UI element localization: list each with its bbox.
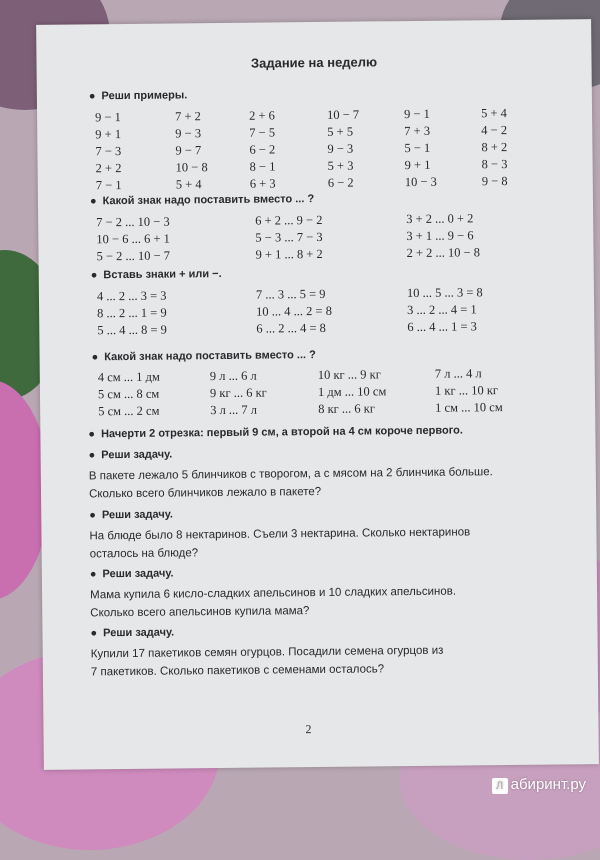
task-heading-text: Реши задачу. [102, 567, 174, 581]
exercise-item: 7 − 2 ... 10 − 3 [96, 214, 170, 230]
task-heading-text: Какой знак надо поставить вместо ... ? [102, 193, 315, 208]
page-number: 2 [305, 722, 312, 737]
problem-line: В пакете лежало 5 блинчиков с творогом, а с мясом на 2 блинчика больше. [88, 466, 493, 483]
exercise-item: 5 − 1 [404, 140, 431, 156]
exercise-item: 6 ... 2 ... 4 = 8 [256, 320, 326, 336]
exercise-item: 8 ... 2 ... 1 = 9 [97, 305, 167, 321]
exercise-item: 7 − 3 [95, 144, 122, 159]
exercise-item: 8 кг ... 6 кг [318, 401, 376, 416]
task-heading-text: Реши примеры. [101, 89, 188, 103]
exercise-item: 4 ... 2 ... 3 = 3 [96, 288, 167, 304]
bullet-icon: ● [89, 195, 97, 208]
problem-line: На блюде было 8 нектаринов. Съели 3 нектарина. Сколько нектаринов [89, 526, 471, 543]
task-heading [90, 627, 174, 640]
word-problem [90, 581, 570, 622]
exercise-item: 2 + 2 ... 10 − 8 [406, 245, 481, 261]
task-heading [89, 89, 187, 102]
bullet-icon: ● [91, 351, 99, 364]
exercise-item: 5 + 4 [480, 106, 507, 121]
exercise-item: 9 − 3 [175, 126, 202, 141]
exercise-item: 6 ... 4 ... 1 = 3 [407, 319, 477, 335]
exercise-item: 8 + 2 [481, 139, 508, 155]
exercise-item: 3 + 2 ... 0 + 2 [406, 211, 474, 227]
exercise-item: 3 л ... 7 л [210, 402, 258, 418]
task-heading [92, 349, 316, 363]
exercise-item: 5 см ... 2 см [98, 403, 160, 419]
exercise-item: 7 + 2 [175, 109, 201, 124]
worksheet-page [36, 19, 599, 770]
task-heading-text: Какой знак надо поставить вместо ... ? [104, 349, 316, 364]
word-problem [89, 462, 569, 503]
exercise-item: 9 + 1 ... 8 + 2 [255, 246, 323, 262]
task-heading [88, 424, 463, 440]
exercise-item: 8 − 3 [481, 156, 508, 172]
word-problem [89, 522, 569, 563]
task-heading [90, 568, 174, 581]
exercise-item: 9 + 1 [404, 157, 431, 173]
exercise-item: 10 − 7 [326, 107, 360, 122]
exercise-item: 9 − 7 [175, 143, 202, 158]
exercise-item: 9 − 1 [403, 106, 430, 122]
problem-line: осталось на блюде? [89, 547, 199, 561]
task-heading-text: Реши задачу. [103, 626, 175, 640]
labirint-logo-icon: Л [492, 778, 508, 794]
exercise-item: 3 ... 2 ... 4 = 1 [407, 302, 477, 318]
exercise-item: 2 + 2 [95, 161, 122, 176]
bullet-icon: ● [88, 449, 96, 462]
page-title: Задание на неделю [250, 54, 378, 71]
bullet-icon: ● [89, 568, 97, 581]
bullet-icon: ● [90, 627, 98, 640]
exercise-item: 9 − 1 [95, 110, 121, 125]
exercise-item: 5 ... 4 ... 8 = 9 [97, 322, 167, 338]
problem-line: 7 пакетиков. Сколько пакетиков с семенами осталось? [90, 663, 385, 679]
exercise-item: 5 см ... 8 см [97, 386, 160, 402]
exercise-item: 7 − 1 [95, 178, 122, 193]
exercise-item: 4 см ... 1 дм [97, 369, 160, 385]
exercise-item: 1 дм ... 10 см [317, 384, 387, 399]
task-heading [90, 193, 314, 207]
exercise-item: 6 + 3 [249, 176, 276, 191]
watermark [492, 776, 586, 794]
bullet-icon: ● [88, 428, 96, 441]
exercise-item: 6 − 2 [327, 175, 354, 190]
exercise-item: 10 ... 4 ... 2 = 8 [256, 303, 333, 319]
exercise-item: 3 + 1 ... 9 − 6 [406, 228, 474, 244]
exercise-item: 7 л ... 4 л [434, 366, 482, 381]
exercise-item: 6 + 2 ... 9 − 2 [255, 212, 323, 228]
bullet-icon: ● [89, 509, 96, 522]
bullet-icon: ● [90, 269, 98, 282]
exercise-item: 10 кг ... 9 кг [317, 367, 381, 382]
task-heading-text: Реши задачу. [101, 508, 173, 522]
task-heading-text: Вставь знаки + или −. [103, 267, 222, 282]
task-heading-text: Начерти 2 отрезка: первый 9 см, а второй на 4 см короче первого. [100, 424, 463, 441]
word-problem [91, 640, 571, 681]
problem-line: Купили 17 пакетиков семян огурцов. Посадили семена огурцов из [90, 644, 444, 661]
exercise-item: 10 − 6 ... 6 + 1 [96, 231, 170, 247]
problem-line: Мама купила 6 кисло-сладких апельсинов и 10 сладких апельсинов. [90, 585, 457, 602]
bullet-icon: ● [88, 90, 96, 103]
exercise-item: 7 + 3 [404, 123, 431, 139]
problem-line: Сколько всего блинчиков лежало в пакете? [88, 485, 322, 501]
exercise-item: 9 кг ... 6 кг [209, 385, 267, 401]
exercise-item: 4 − 2 [481, 123, 508, 138]
task-heading [91, 268, 222, 281]
exercise-item: 10 − 3 [404, 174, 437, 190]
exercise-item: 9 − 8 [481, 173, 508, 189]
exercise-item: 10 − 8 [175, 160, 208, 175]
exercise-item: 9 л ... 6 л [209, 368, 257, 384]
exercise-item: 5 − 2 ... 10 − 7 [96, 248, 171, 264]
exercise-item: 5 + 3 [327, 158, 354, 173]
exercise-item: 9 − 3 [327, 141, 354, 156]
exercise-item: 7 ... 3 ... 5 = 9 [255, 286, 326, 302]
watermark-text: абиринт.ру [510, 776, 586, 793]
exercise-item: 1 см ... 10 см [435, 400, 503, 415]
exercise-item: 5 + 5 [327, 124, 354, 139]
exercise-item: 2 + 6 [249, 108, 275, 123]
exercise-item: 10 ... 5 ... 3 = 8 [406, 285, 483, 301]
exercise-item: 6 − 2 [249, 142, 276, 157]
exercise-item: 7 − 5 [249, 125, 276, 140]
problem-line: Сколько всего апельсинов купила мама? [90, 605, 310, 620]
exercise-item: 8 − 1 [249, 159, 276, 174]
task-heading [89, 509, 173, 522]
exercise-item: 5 + 4 [175, 177, 202, 192]
exercise-item: 9 + 1 [95, 127, 122, 142]
task-heading [89, 449, 173, 462]
exercise-item: 5 − 3 ... 7 − 3 [255, 229, 323, 245]
exercise-item: 1 кг ... 10 кг [434, 383, 499, 398]
task-heading-text: Реши задачу. [101, 448, 173, 462]
